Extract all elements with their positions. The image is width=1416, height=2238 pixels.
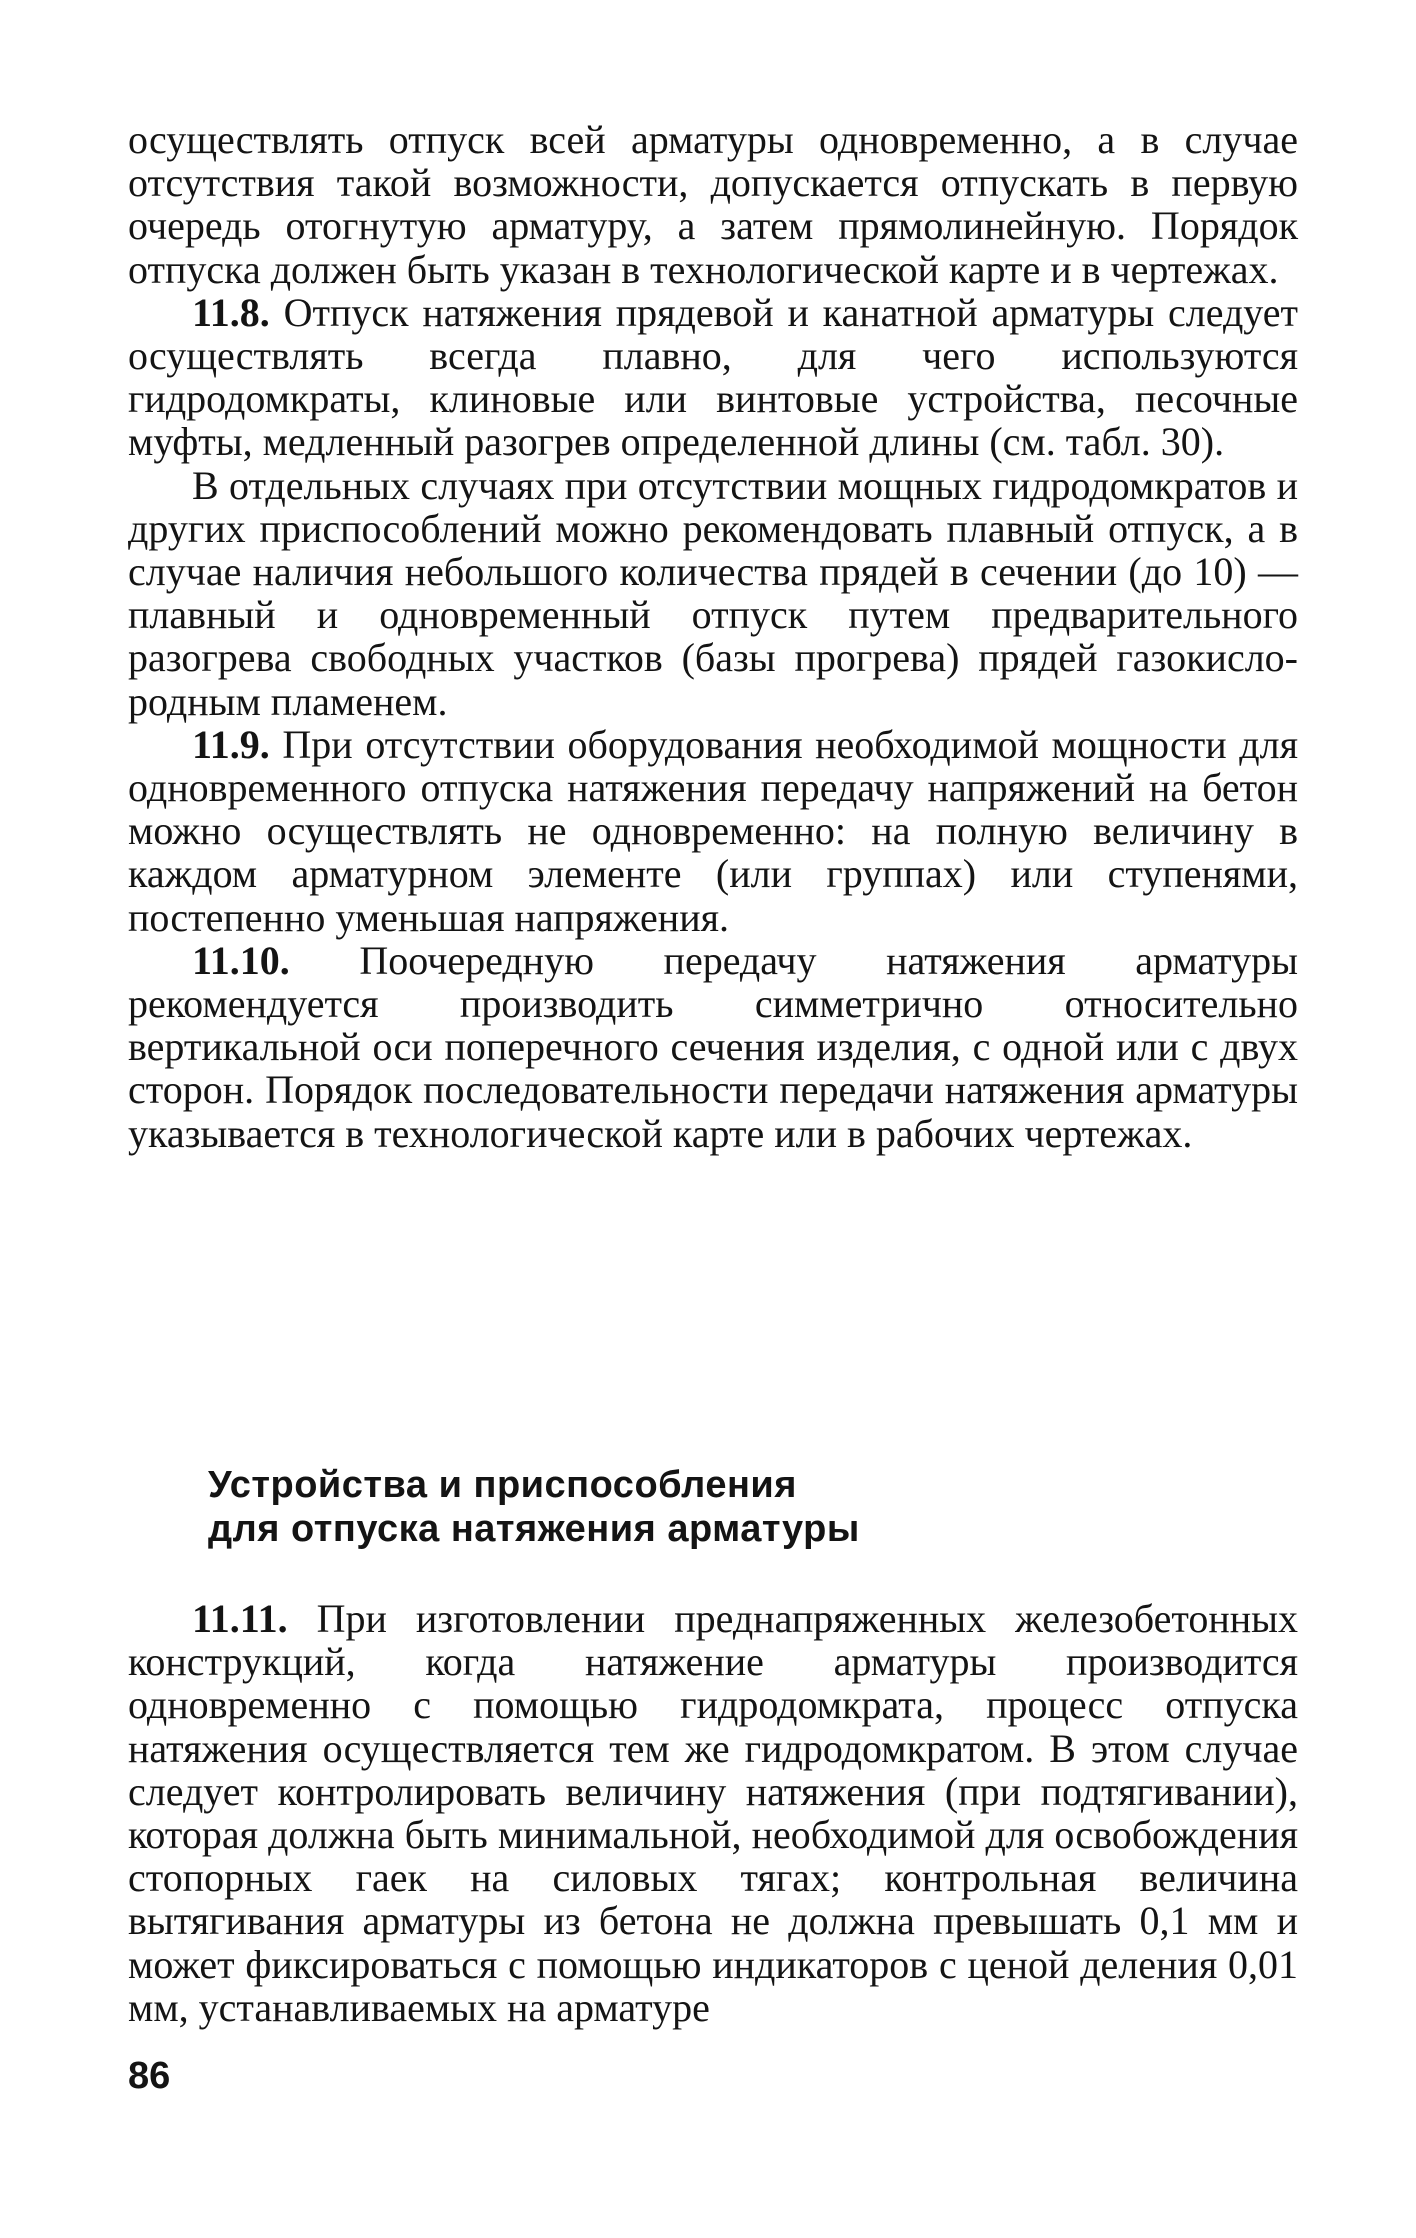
section-heading-line-2: для отпуска натяжения арматуры xyxy=(208,1508,860,1550)
body-text-lower xyxy=(128,1597,1298,2029)
section-heading-line-1: Устройства и приспособления xyxy=(208,1464,797,1506)
paragraph-11-8-continued: В отдельных случаях при отсутствии мощных гидродомкратов и других приспособлений можно рекомендовать плавный отпуск, а в случае наличия небольшого количества прядей в сечении (до 10) — плавный и одновременный отпуск путем предварительного разогрева свободных участков (базы прогрева) прядей газокислородным пламенем. xyxy=(128,462,1298,724)
clause-number: 11.11. xyxy=(192,1596,288,1641)
paragraph-11-10: 11.10. Поочередную передачу натяжения арматуры рекомендуется производить симметрично относительно вертикальной оси поперечного сечения изделия, с одной или с двух сторон. Порядок последовательности передачи натяжения арматуры указывается в технологической карте или в рабочих чертежах. xyxy=(128,937,1298,1156)
paragraph-11-8: 11.8. Отпуск натяжения прядевой и канатной арматуры следует осуществлять всегда плавно, для чего используются гидродомкраты, клиновые или винтовые устройства, песочные муфты, медленный разогрев определенной длины (см. табл. 30). xyxy=(128,289,1298,465)
paragraph-11-11: 11.11. При изготовлении преднапряженных железобетонных конструкций, когда натяжение арматуры производится одновременно с помощью гидродомкрата, процесс отпуска натяжения осуществляется тем же гидродомкратом. В этом случае следует контролировать величину натяжения (при подтягивании), которая должна быть минимальной, необходимой для освобождения стопорных гаек на силовых тягах; контрольная величина вытягивания арматуры из бетона не должна превышать 0,1 мм и может фиксироваться с помощью индикаторов с ценой деления 0,01 мм, устанавливаемых на арматуре xyxy=(128,1596,1299,2030)
body-text-upper xyxy=(128,118,1298,1155)
section-heading xyxy=(208,1463,1208,1551)
clause-number: 11.8. xyxy=(192,289,270,335)
paragraph-continuation: осуществлять отпуск всей арматуры одновременно, а в случае отсутствия такой возможности, допускается отпускать в первую очередь отогнутую арматуру, а затем прямолинейную. Порядок отпуска должен быть указан в технологической карте и в чертежах. xyxy=(128,117,1298,292)
paragraph-11-9: 11.9. При отсутствии оборудования необходимой мощности для одновременного отпуска натяжения передачу напряжений на бетон можно осуществлять не одновременно: на полную величину в каждом арматурном элементе (или группах) или ступенями, постепенно уменьшая напряжения. xyxy=(128,721,1299,940)
page-number: 86 xyxy=(128,2055,171,2097)
clause-number: 11.10. xyxy=(192,937,290,983)
clause-number: 11.9. xyxy=(192,721,270,767)
